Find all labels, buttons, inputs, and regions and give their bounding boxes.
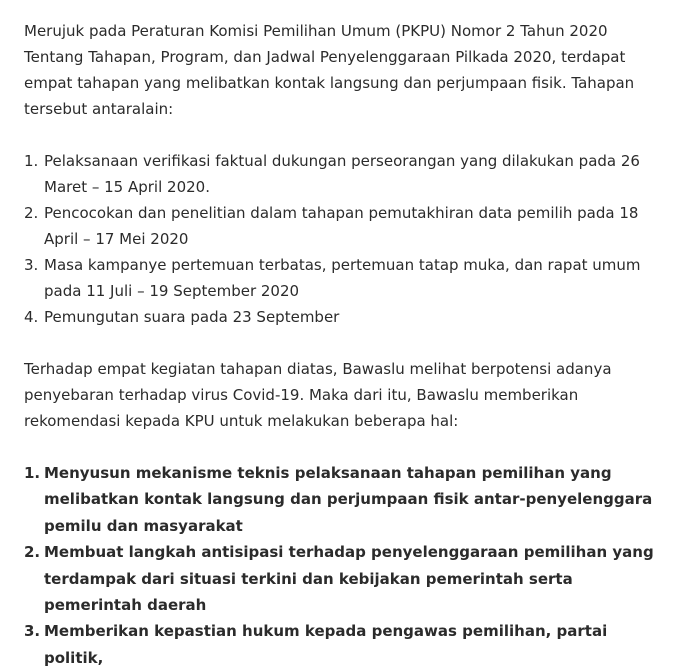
list-number: 4. [24,308,39,326]
list-item-text: Membuat langkah antisipasi terhadap penyelenggaraan pemilihan yang terdampak dari situasi terkini dan kebijakan pemerintah serta pemerintah daerah [44,543,654,615]
paragraph-gap [24,122,664,148]
list-item [24,539,664,618]
list-number: 1. [24,464,41,482]
list-item [24,618,664,671]
list-number: 1. [24,152,39,170]
list-item-text: Pelaksanaan verifikasi faktual dukungan perseorangan yang dilakukan pada 26 Maret – 15 April 2020. [44,152,640,196]
list-number: 2. [24,204,39,222]
list-item-text: Memberikan kepastian hukum kepada pengawas pemilihan, partai politik, [44,622,608,667]
paragraph-gap [24,330,664,356]
list-item-text: Menyusun mekanisme teknis pelaksanaan tahapan pemilihan yang melibatkan kontak langsung dan perjumpaan fisik antar-penyelenggara pemilu dan masyarakat [44,464,653,535]
list-item-text: Masa kampanye pertemuan terbatas, pertemuan tatap muka, dan rapat umum pada 11 Juli – 19 September 2020 [44,256,641,300]
list-item [24,304,664,330]
list-number: 2. [24,543,41,562]
list-item-text: Pemungutan suara pada 23 September [44,308,340,326]
list-item [24,148,664,200]
intro-paragraph: Merujuk pada Peraturan Komisi Pemilihan Umum (PKPU) Nomor 2 Tahun 2020 Tentang Tahapan, Program, dan Jadwal Penyelenggaraan Pilkada 2020, terdapat empat tahapan yang melibatkan kontak langsung dan perjumpaan fisik. Tahapan tersebut antaralain: [24,22,635,118]
stages-list [24,148,664,330]
middle-paragraph: Terhadap empat kegiatan tahapan diatas, Bawaslu melihat berpotensi adanya penyebaran terhadap virus Covid-19. Maka dari itu, Bawaslu memberikan rekomendasi kepada KPU untuk melakukan beberapa hal: [24,360,612,430]
recommendations-list [24,460,664,671]
paragraph-gap [24,434,664,460]
article-body [24,18,664,671]
list-item [24,460,664,539]
list-item [24,200,664,252]
list-item [24,252,664,304]
list-number: 3. [24,622,41,641]
list-number: 3. [24,256,39,274]
list-item-text: Pencocokan dan penelitian dalam tahapan pemutakhiran data pemilih pada 18 April – 17 Mei 2020 [44,204,639,248]
